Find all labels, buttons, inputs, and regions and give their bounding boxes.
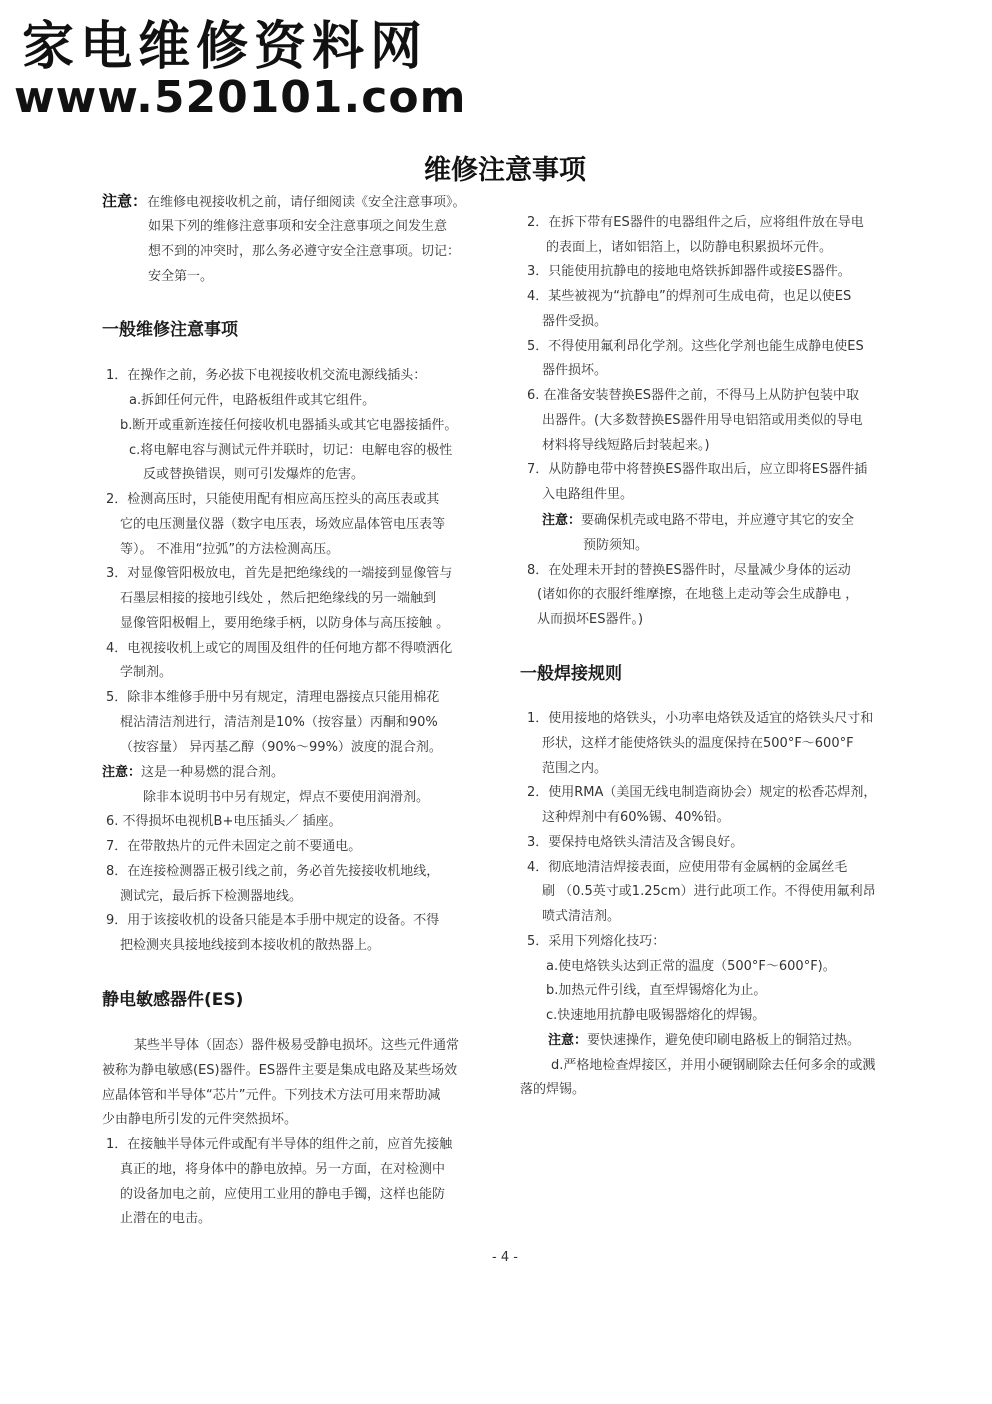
list-item: 除非本说明书中另有规定，焊点不要使用润滑剂。 xyxy=(143,790,430,805)
list-item: 4．电视接收机上或它的周围及组件的任何地方都不得喷洒化 xyxy=(106,641,453,656)
list-item: 学制剂。 xyxy=(120,665,173,680)
list-item: 从而损坏ES器件。) xyxy=(537,612,644,627)
note-line: 安全第一。 xyxy=(148,269,214,284)
page-number: - 4 - xyxy=(492,1250,518,1265)
list-item: b.断开或重新连接任何接收机电器插头或其它电器接插件。 xyxy=(120,418,458,433)
note-line: 如果下列的维修注意事项和安全注意事项之间发生意 xyxy=(148,219,448,234)
list-item: 止潜在的电击。 xyxy=(120,1211,212,1226)
note-line xyxy=(102,765,284,781)
list-item: 8．在连接检测器正极引线之前，务必首先接接收机地线， xyxy=(106,864,440,879)
note-line xyxy=(542,513,854,529)
list-item: 这种焊剂中有60%锡、40%铅。 xyxy=(542,810,730,825)
list-item: 范围之内。 xyxy=(542,761,608,776)
list-item: 2．使用RMA（美国无线电制造商协会）规定的松香芯焊剂， xyxy=(527,785,877,800)
list-item: 的设备加电之前，应使用工业用的静电手镯，这样也能防 xyxy=(120,1187,446,1202)
note-label: 注意： xyxy=(542,513,582,528)
list-item: 5．除非本维修手册中另有规定，清理电器接点只能用棉花 xyxy=(106,690,440,705)
list-item: c.将电解电容与测试元件并联时，切记：电解电容的极性 xyxy=(129,443,453,458)
list-item: a.使电烙铁头达到正常的温度（500°F～600°F)。 xyxy=(546,959,836,974)
paragraph-line: 应晶体管和半导体“芯片”元件。下列技术方法可用来帮助减 xyxy=(102,1088,441,1103)
note-line xyxy=(548,1033,860,1049)
list-item: 它的电压测量仪器（数字电压表，场效应晶体管电压表等 xyxy=(120,517,446,532)
list-item: 5．不得使用氟利昂化学剂。这些化学剂也能生成静电使ES xyxy=(527,339,864,354)
note-text: 在维修电视接收机之前，请仔细阅读《安全注意事项》。 xyxy=(147,195,466,210)
list-item: 真正的地，将身体中的静电放掉。另一方面，在对检测中 xyxy=(120,1162,446,1177)
list-item: 入电路组件里。 xyxy=(542,487,634,502)
list-item: a.拆卸任何元件，电路板组件或其它组件。 xyxy=(129,393,376,408)
note-text: 要确保机壳或电路不带电，并应遵守其它的安全 xyxy=(581,513,855,528)
list-item: 1．在操作之前，务必拔下电视接收机交流电源线插头： xyxy=(106,368,427,383)
note-label: 注意： xyxy=(102,192,148,210)
list-item: 的表面上，诸如铝箔上，以防静电积累损坏元件。 xyxy=(546,240,833,255)
list-item: 棍沾清洁剂进行，清洁剂是10%（按容量）丙酮和90% xyxy=(120,715,438,730)
list-item: 7．从防静电带中将替换ES器件取出后，应立即将ES器件插 xyxy=(527,462,868,477)
section-heading-soldering-rules: 一般焊接规则 xyxy=(520,664,622,684)
list-item: (诸如你的衣服纤维摩擦，在地毯上走动等会生成静电 ， xyxy=(537,587,859,602)
list-item: （按容量） 异丙基乙醇（90%～99%）波度的混合剂。 xyxy=(120,740,442,755)
list-item: 3．要保持电烙铁头清洁及含锡良好。 xyxy=(527,835,744,850)
list-item: 4．某些被视为“抗静电”的焊剂可生成电荷，也足以使ES xyxy=(527,289,852,304)
paragraph-line: 被称为静电敏感(ES)器件。ES器件主要是集成电路及某些场效 xyxy=(102,1063,458,1078)
list-item: 把检测夹具接地线接到本接收机的散热器上。 xyxy=(120,938,381,953)
list-item: 2．检测高压时，只能使用配有相应高压控头的高压表或其 xyxy=(106,492,440,507)
list-item: 测试完，最后拆下检测器地线。 xyxy=(120,889,303,904)
list-item: 显像管阳极帽上，要用绝缘手柄，以防身体与高压接触 。 xyxy=(120,616,450,631)
list-item: c.快速地用抗静电吸锡器熔化的焊锡。 xyxy=(546,1008,766,1023)
list-item: 材料将导线短路后封装起来。) xyxy=(542,438,710,453)
list-item: 9．用于该接收机的设备只能是本手册中规定的设备。不得 xyxy=(106,913,440,928)
list-item: 形状，这样才能使烙铁头的温度保持在500°F～600°F xyxy=(542,736,854,751)
note-text: 要快速操作，避免使印刷电路板上的铜箔过热。 xyxy=(587,1033,861,1048)
note-label: 注意： xyxy=(548,1033,588,1048)
note-text: 这是一种易燃的混合剂。 xyxy=(141,765,285,780)
list-item: 6. 在准备安装替换ES器件之前，不得马上从防护包装中取 xyxy=(527,388,860,403)
list-item: 6. 不得损坏电视机B+电压插头／ 插座。 xyxy=(106,814,342,829)
list-item: 器件受损。 xyxy=(542,314,608,329)
list-item: 3．只能使用抗静电的接地电烙铁拆卸器件或接ES器件。 xyxy=(527,264,851,279)
page-title: 维修注意事项 xyxy=(424,155,586,186)
list-item: d.严格地检查焊接区，并用小硬钢刷除去任何多余的或溅 xyxy=(551,1058,876,1073)
list-item: 7．在带散热片的元件未固定之前不要通电。 xyxy=(106,839,362,854)
list-item: 喷式清洁剂。 xyxy=(542,909,621,924)
paragraph-line: 某些半导体（固态）器件极易受静电损坏。这些元件通常 xyxy=(134,1038,460,1053)
paragraph-line: 少由静电所引发的元件突然损坏。 xyxy=(102,1112,298,1127)
list-item: 5．采用下列熔化技巧： xyxy=(527,934,666,949)
list-item: 3．对显像管阳极放电，首先是把绝缘线的一端接到显像管与 xyxy=(106,566,453,581)
list-item: b.加热元件引线，直至焊锡熔化为止。 xyxy=(546,983,767,998)
list-item: 等）。 不准用“拉弧”的方法检测高压。 xyxy=(120,542,340,557)
site-name-logo: 家电维修资料网 xyxy=(22,16,429,77)
list-item: 刷 （0.5英寸或1.25cm）进行此项工作。不得使用氟利昂 xyxy=(542,884,876,899)
list-item: 出器件。(大多数替换ES器件用导电铝箔或用类似的导电 xyxy=(542,413,863,428)
note-line xyxy=(102,193,466,211)
note-label: 注意： xyxy=(102,765,142,780)
list-item: 8．在处理未开封的替换ES器件时，尽量减少身体的运动 xyxy=(527,563,851,578)
note-line: 想不到的冲突时，那么务必遵守安全注意事项。切记： xyxy=(148,244,461,259)
section-heading-es-devices: 静电敏感器件(ES) xyxy=(102,990,244,1010)
list-item: 1．使用接地的烙铁头，小功率电烙铁及适宜的烙铁头尺寸和 xyxy=(527,711,874,726)
list-item: 2．在拆下带有ES器件的电器组件之后，应将组件放在导电 xyxy=(527,215,864,230)
list-item: 1．在接触半导体元件或配有半导体的组件之前，应首先接触 xyxy=(106,1137,453,1152)
site-url-logo: www.520101.com xyxy=(14,72,467,123)
list-item: 石墨层相接的接地引线处 ，然后把绝缘线的另一端触到 xyxy=(120,591,437,606)
note-line: 预防须知。 xyxy=(583,538,649,553)
list-item: 4．彻底地清洁焊接表面，应使用带有金属柄的金属丝毛 xyxy=(527,860,848,875)
section-heading-general-maintenance: 一般维修注意事项 xyxy=(102,320,238,340)
list-item: 器件损坏。 xyxy=(542,363,608,378)
list-item: 落的焊锡。 xyxy=(520,1082,586,1097)
list-item: 反或替换错误，则可引发爆炸的危害。 xyxy=(143,467,365,482)
